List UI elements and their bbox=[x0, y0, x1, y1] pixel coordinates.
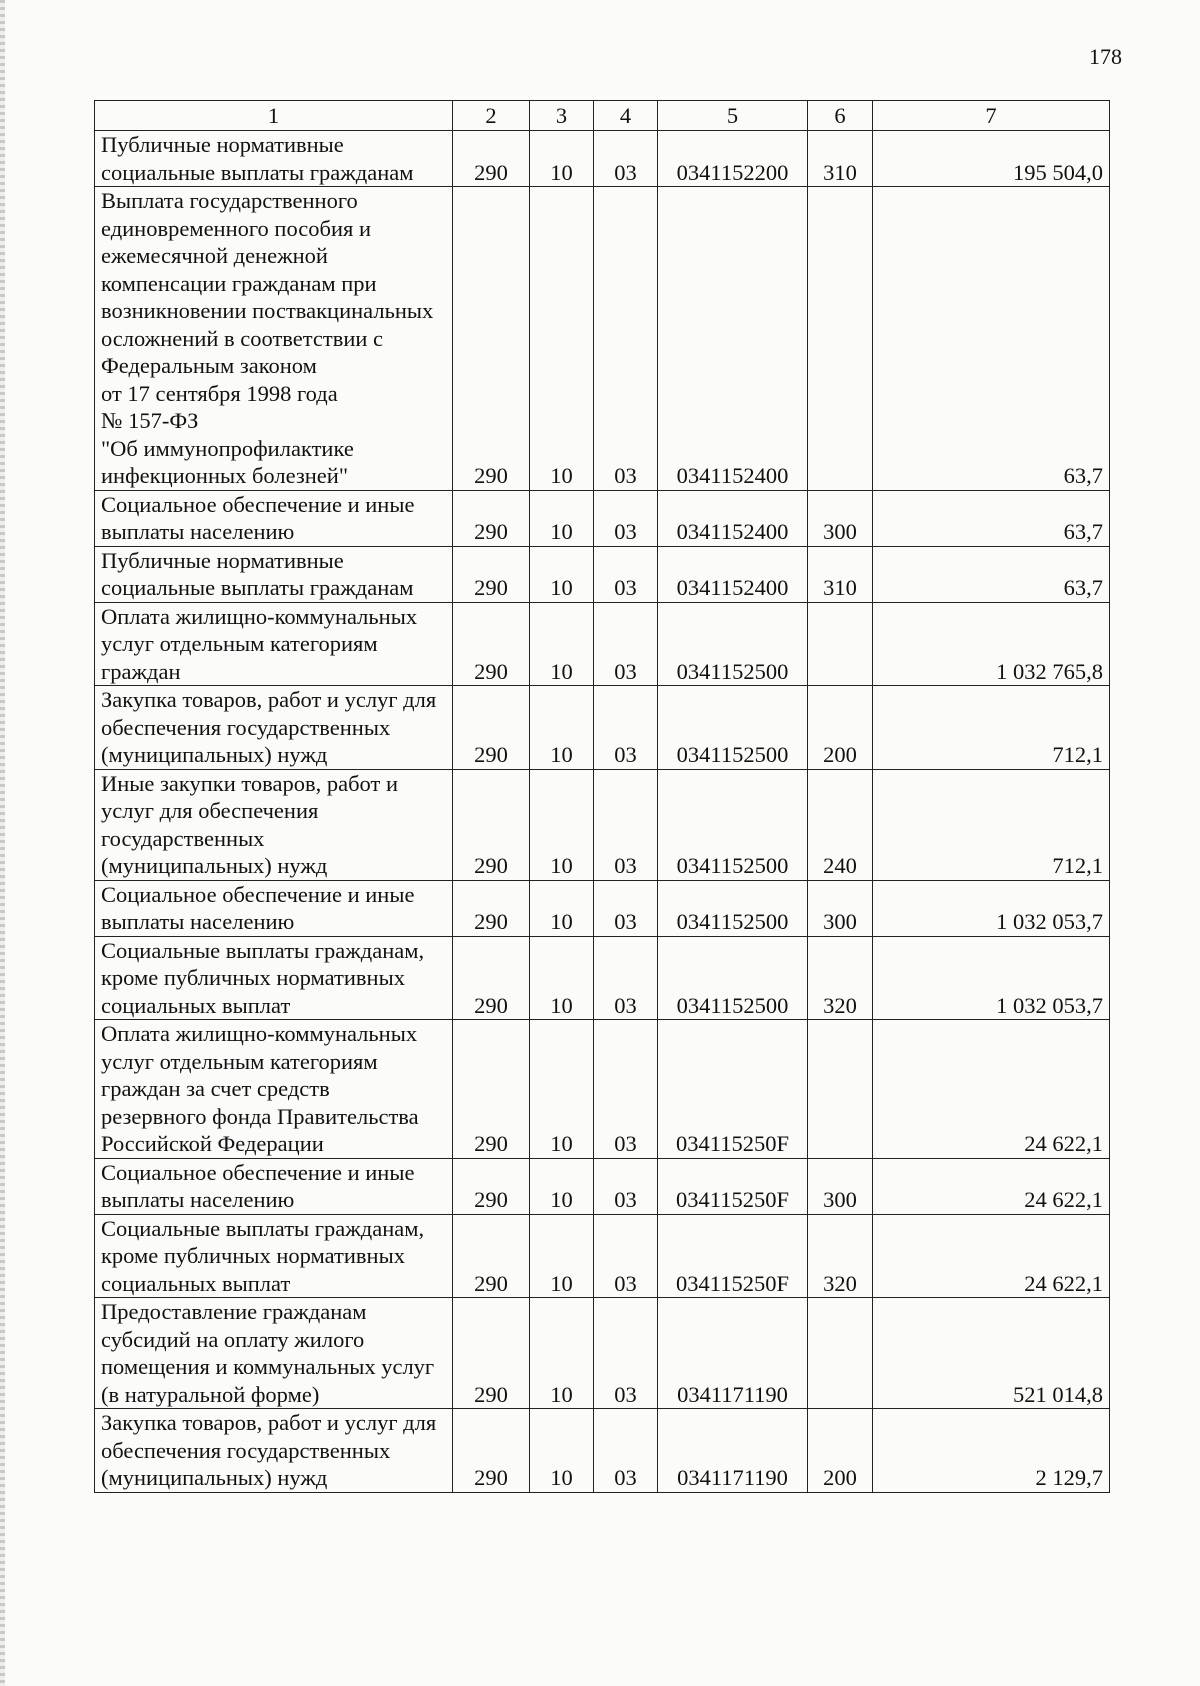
cell-code-4: 03 bbox=[594, 936, 658, 1020]
cell-code-5: 0341152500 bbox=[658, 880, 808, 936]
cell-code-4: 03 bbox=[594, 131, 658, 187]
row-description: Социальное обеспечение и иные выплаты населению bbox=[95, 880, 453, 936]
table-row bbox=[95, 769, 1110, 880]
cell-code-4: 03 bbox=[594, 769, 658, 880]
row-description: Закупка товаров, работ и услуг для обеспечения государственных (муниципальных) нужд bbox=[95, 686, 453, 770]
table-body bbox=[95, 101, 1110, 1493]
cell-amount: 63,7 bbox=[873, 546, 1110, 602]
cell-code-6: 320 bbox=[808, 936, 873, 1020]
cell-code-5: 0341152400 bbox=[658, 187, 808, 491]
cell-code-2: 290 bbox=[453, 936, 530, 1020]
scan-edge bbox=[0, 0, 5, 1686]
cell-amount: 24 622,1 bbox=[873, 1158, 1110, 1214]
column-header: 2 bbox=[453, 101, 530, 131]
table-row bbox=[95, 490, 1110, 546]
cell-code-2: 290 bbox=[453, 490, 530, 546]
cell-code-6: 300 bbox=[808, 490, 873, 546]
row-description: Социальные выплаты гражданам, кроме публичных нормативных социальных выплат bbox=[95, 1214, 453, 1298]
cell-code-6 bbox=[808, 602, 873, 686]
cell-code-2: 290 bbox=[453, 880, 530, 936]
table-row bbox=[95, 1158, 1110, 1214]
cell-code-2: 290 bbox=[453, 131, 530, 187]
cell-code-6 bbox=[808, 187, 873, 491]
cell-code-2: 290 bbox=[453, 1409, 530, 1493]
row-description: Социальное обеспечение и иные выплаты населению bbox=[95, 1158, 453, 1214]
cell-code-6: 300 bbox=[808, 880, 873, 936]
column-header: 1 bbox=[95, 101, 453, 131]
cell-code-2: 290 bbox=[453, 187, 530, 491]
table-row bbox=[95, 602, 1110, 686]
cell-code-6 bbox=[808, 1298, 873, 1409]
cell-code-4: 03 bbox=[594, 1214, 658, 1298]
cell-code-5: 0341152500 bbox=[658, 936, 808, 1020]
cell-amount: 63,7 bbox=[873, 490, 1110, 546]
cell-code-5: 0341152500 bbox=[658, 686, 808, 770]
cell-amount: 712,1 bbox=[873, 686, 1110, 770]
table-row bbox=[95, 1020, 1110, 1159]
row-description: Закупка товаров, работ и услуг для обеспечения государственных (муниципальных) нужд bbox=[95, 1409, 453, 1493]
column-header: 4 bbox=[594, 101, 658, 131]
cell-code-3: 10 bbox=[530, 686, 594, 770]
cell-code-4: 03 bbox=[594, 1158, 658, 1214]
cell-code-4: 03 bbox=[594, 1020, 658, 1159]
column-header: 6 bbox=[808, 101, 873, 131]
cell-code-5: 0341152400 bbox=[658, 490, 808, 546]
cell-code-3: 10 bbox=[530, 1409, 594, 1493]
cell-code-3: 10 bbox=[530, 131, 594, 187]
cell-code-5: 0341152500 bbox=[658, 602, 808, 686]
header-row bbox=[95, 101, 1110, 131]
row-description: Социальные выплаты гражданам, кроме публичных нормативных социальных выплат bbox=[95, 936, 453, 1020]
table-row bbox=[95, 880, 1110, 936]
cell-code-4: 03 bbox=[594, 187, 658, 491]
cell-code-2: 290 bbox=[453, 769, 530, 880]
cell-amount: 1 032 053,7 bbox=[873, 880, 1110, 936]
cell-code-5: 034115250F bbox=[658, 1214, 808, 1298]
cell-code-4: 03 bbox=[594, 602, 658, 686]
cell-amount: 63,7 bbox=[873, 187, 1110, 491]
cell-code-5: 0341152200 bbox=[658, 131, 808, 187]
row-description: Социальное обеспечение и иные выплаты населению bbox=[95, 490, 453, 546]
table-row bbox=[95, 546, 1110, 602]
cell-amount: 195 504,0 bbox=[873, 131, 1110, 187]
cell-code-2: 290 bbox=[453, 1298, 530, 1409]
cell-code-2: 290 bbox=[453, 1020, 530, 1159]
cell-amount: 1 032 765,8 bbox=[873, 602, 1110, 686]
row-description: Выплата государственного единовременного пособия и ежемесячной денежной компенсации гражданам при возникновении поствакцинальных осложнений в соответствии с Федеральным законом от 17 сентября 1998 года № 157-ФЗ "Об иммунопрофилактике инфекционных болезней" bbox=[95, 187, 453, 491]
cell-code-3: 10 bbox=[530, 602, 594, 686]
row-description: Публичные нормативные социальные выплаты гражданам bbox=[95, 546, 453, 602]
cell-amount: 521 014,8 bbox=[873, 1298, 1110, 1409]
row-description: Оплата жилищно-коммунальных услуг отдельным категориям граждан bbox=[95, 602, 453, 686]
cell-amount: 712,1 bbox=[873, 769, 1110, 880]
cell-code-3: 10 bbox=[530, 490, 594, 546]
cell-code-4: 03 bbox=[594, 880, 658, 936]
cell-code-5: 034115250F bbox=[658, 1020, 808, 1159]
cell-code-2: 290 bbox=[453, 1158, 530, 1214]
column-header: 5 bbox=[658, 101, 808, 131]
cell-code-3: 10 bbox=[530, 546, 594, 602]
column-header: 3 bbox=[530, 101, 594, 131]
cell-code-3: 10 bbox=[530, 1298, 594, 1409]
cell-code-2: 290 bbox=[453, 686, 530, 770]
cell-code-6: 200 bbox=[808, 1409, 873, 1493]
table-row bbox=[95, 131, 1110, 187]
table-row bbox=[95, 187, 1110, 491]
cell-code-4: 03 bbox=[594, 490, 658, 546]
cell-code-5: 0341152400 bbox=[658, 546, 808, 602]
cell-code-4: 03 bbox=[594, 1298, 658, 1409]
cell-code-2: 290 bbox=[453, 1214, 530, 1298]
cell-code-3: 10 bbox=[530, 936, 594, 1020]
page-number: 178 bbox=[1089, 44, 1122, 69]
cell-code-6: 310 bbox=[808, 546, 873, 602]
cell-code-4: 03 bbox=[594, 686, 658, 770]
cell-code-5: 034115250F bbox=[658, 1158, 808, 1214]
cell-code-5: 0341152500 bbox=[658, 769, 808, 880]
row-description: Публичные нормативные социальные выплаты гражданам bbox=[95, 131, 453, 187]
column-header: 7 bbox=[873, 101, 1110, 131]
cell-code-6: 240 bbox=[808, 769, 873, 880]
cell-amount: 24 622,1 bbox=[873, 1214, 1110, 1298]
cell-code-2: 290 bbox=[453, 546, 530, 602]
cell-code-6 bbox=[808, 1020, 873, 1159]
cell-code-3: 10 bbox=[530, 1214, 594, 1298]
table-row bbox=[95, 1409, 1110, 1493]
cell-code-2: 290 bbox=[453, 602, 530, 686]
cell-amount: 24 622,1 bbox=[873, 1020, 1110, 1159]
cell-code-5: 0341171190 bbox=[658, 1409, 808, 1493]
table-row bbox=[95, 1298, 1110, 1409]
cell-code-6: 200 bbox=[808, 686, 873, 770]
budget-table bbox=[94, 100, 1110, 1493]
cell-code-6: 310 bbox=[808, 131, 873, 187]
cell-code-4: 03 bbox=[594, 1409, 658, 1493]
cell-code-6: 300 bbox=[808, 1158, 873, 1214]
cell-code-3: 10 bbox=[530, 1158, 594, 1214]
cell-amount: 1 032 053,7 bbox=[873, 936, 1110, 1020]
table-row bbox=[95, 686, 1110, 770]
cell-code-3: 10 bbox=[530, 769, 594, 880]
cell-amount: 2 129,7 bbox=[873, 1409, 1110, 1493]
row-description: Иные закупки товаров, работ и услуг для обеспечения государственных (муниципальных) нужд bbox=[95, 769, 453, 880]
table-row bbox=[95, 936, 1110, 1020]
row-description: Оплата жилищно-коммунальных услуг отдельным категориям граждан за счет средств резервного фонда Правительства Российской Федерации bbox=[95, 1020, 453, 1159]
cell-code-3: 10 bbox=[530, 1020, 594, 1159]
table-row bbox=[95, 1214, 1110, 1298]
cell-code-3: 10 bbox=[530, 187, 594, 491]
cell-code-3: 10 bbox=[530, 880, 594, 936]
cell-code-5: 0341171190 bbox=[658, 1298, 808, 1409]
cell-code-4: 03 bbox=[594, 546, 658, 602]
row-description: Предоставление гражданам субсидий на оплату жилого помещения и коммунальных услуг (в натуральной форме) bbox=[95, 1298, 453, 1409]
cell-code-6: 320 bbox=[808, 1214, 873, 1298]
